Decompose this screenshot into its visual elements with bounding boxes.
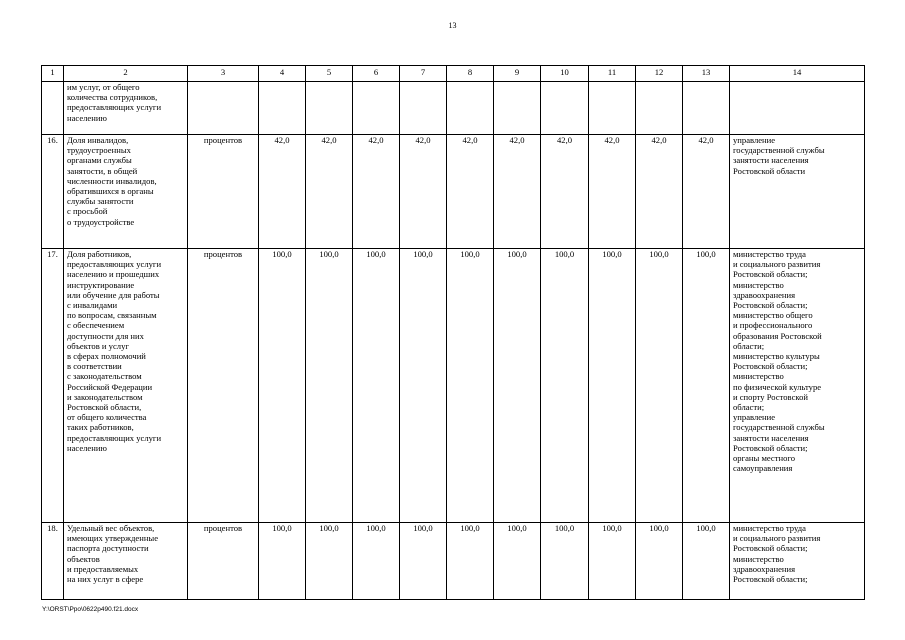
indicator-name-cell: им услуг, от общего количества сотрудников, предоставляющих услуги населению [64, 82, 188, 135]
value-cell: 100,0 [683, 523, 730, 600]
column-header: 14 [730, 66, 865, 82]
value-cell: 42,0 [541, 135, 589, 249]
value-cell: 42,0 [494, 135, 541, 249]
value-cell: 100,0 [636, 523, 683, 600]
unit-cell: процентов [188, 249, 259, 523]
value-cell [400, 82, 447, 135]
value-cell: 100,0 [259, 523, 306, 600]
value-cell: 42,0 [683, 135, 730, 249]
column-header: 7 [400, 66, 447, 82]
value-cell: 42,0 [259, 135, 306, 249]
table-row [42, 249, 865, 523]
value-cell: 42,0 [306, 135, 353, 249]
table-row [42, 135, 865, 249]
table-row-continued [42, 82, 865, 135]
value-cell [447, 82, 494, 135]
column-header: 4 [259, 66, 306, 82]
value-cell: 100,0 [259, 249, 306, 523]
value-cell: 42,0 [400, 135, 447, 249]
indicators-table [41, 65, 865, 600]
responsible-cell: министерство труда и социального развития Ростовской области; министерство здравоохранения Ростовской области; министерство общего и профессионального образования Ростовской области; министерство культуры Ростовской области; министерство по физической культуре и спорту Ростовской области; управление государственной службы занятости населения Ростовской области; органы местного самоуправления [730, 249, 865, 523]
column-header: 13 [683, 66, 730, 82]
value-cell: 100,0 [541, 249, 589, 523]
column-header: 2 [64, 66, 188, 82]
value-cell: 100,0 [353, 249, 400, 523]
value-cell: 42,0 [636, 135, 683, 249]
value-cell: 100,0 [636, 249, 683, 523]
value-cell: 100,0 [353, 523, 400, 600]
row-number-cell: 16. [42, 135, 64, 249]
header-row [42, 66, 865, 82]
unit-cell: процентов [188, 523, 259, 600]
page-number: 13 [448, 21, 457, 30]
value-cell: 100,0 [447, 249, 494, 523]
value-cell: 100,0 [541, 523, 589, 600]
value-cell: 100,0 [494, 249, 541, 523]
responsible-cell: управление государственной службы занятости населения Ростовской области [730, 135, 865, 249]
value-cell: 100,0 [447, 523, 494, 600]
value-cell [589, 82, 636, 135]
column-header: 6 [353, 66, 400, 82]
indicator-name-cell: Удельный вес объектов, имеющих утвержденные паспорта доступности объектов и предоставляемых на них услуг в сфере [64, 523, 188, 600]
indicator-name-cell: Доля работников, предоставляющих услуги населению и прошедших инструктирование или обучение для работы с инвалидами по вопросам, связанным с обеспечением доступности для них объектов и услуг в сферах полномочий в соответствии с законодательством Российской Федерации и законодательством Ростовской области, от общего количества таких работников, предоставляющих услуги населению [64, 249, 188, 523]
responsible-cell [730, 82, 865, 135]
column-header: 10 [541, 66, 589, 82]
row-number-cell [42, 82, 64, 135]
column-header: 5 [306, 66, 353, 82]
value-cell: 100,0 [400, 249, 447, 523]
value-cell [636, 82, 683, 135]
unit-cell: процентов [188, 135, 259, 249]
value-cell: 100,0 [306, 523, 353, 600]
value-cell: 100,0 [683, 249, 730, 523]
value-cell: 42,0 [353, 135, 400, 249]
column-header: 12 [636, 66, 683, 82]
column-header: 11 [589, 66, 636, 82]
column-header: 3 [188, 66, 259, 82]
value-cell: 100,0 [306, 249, 353, 523]
value-cell: 100,0 [589, 523, 636, 600]
unit-cell [188, 82, 259, 135]
value-cell: 100,0 [400, 523, 447, 600]
row-number-cell: 18. [42, 523, 64, 600]
column-header: 8 [447, 66, 494, 82]
value-cell: 100,0 [494, 523, 541, 600]
responsible-cell: министерство труда и социального развития Ростовской области; министерство здравоохранения Ростовской области; [730, 523, 865, 600]
value-cell [353, 82, 400, 135]
value-cell: 42,0 [589, 135, 636, 249]
value-cell [541, 82, 589, 135]
value-cell [494, 82, 541, 135]
value-cell [259, 82, 306, 135]
value-cell [683, 82, 730, 135]
table-row [42, 523, 865, 600]
file-path-footer: Y:\ORST\Ppo\0622p490.f21.docx [42, 606, 139, 613]
row-number-cell: 17. [42, 249, 64, 523]
column-header: 9 [494, 66, 541, 82]
value-cell [306, 82, 353, 135]
indicator-name-cell: Доля инвалидов, трудоустроенных органами службы занятости, в общей численности инвалидов, обратившихся в органы службы занятости с просьбой о трудоустройстве [64, 135, 188, 249]
column-header: 1 [42, 66, 64, 82]
value-cell: 42,0 [447, 135, 494, 249]
value-cell: 100,0 [589, 249, 636, 523]
